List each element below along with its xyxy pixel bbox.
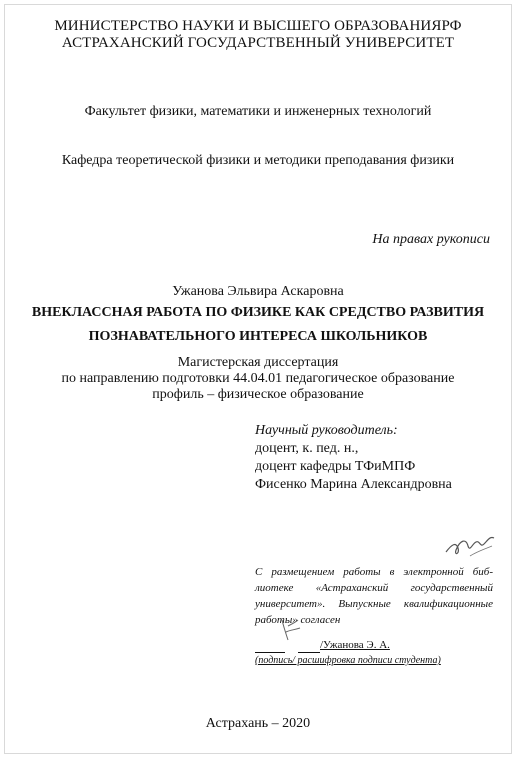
thesis-title-line-1: ВНЕКЛАССНАЯ РАБОТА ПО ФИЗИКЕ КАК СРЕДСТВО РАЗВИТИЯ	[31, 305, 485, 320]
signature-caption: (подпись/ расшифровка подписи студента)	[255, 655, 441, 666]
university-name: АСТРАХАНСКИЙ ГОСУДАРСТВЕННЫЙ УНИВЕРСИТЕТ	[61, 35, 455, 51]
signature-line-2	[298, 651, 320, 653]
department-name: Кафедра теоретической физики и методики преподавания физики	[61, 153, 455, 168]
signature-line	[255, 651, 285, 653]
supervisor-position: доцент кафедры ТФиМПФ	[255, 459, 416, 474]
supervisor-name: Фисенко Марина Александровна	[255, 477, 452, 492]
thesis-profile: профиль – физическое образование	[152, 387, 364, 402]
rights-note: На правах рукописи	[372, 232, 490, 247]
signature-decode: /Ужанова Э. А.	[320, 639, 390, 651]
student-signature-image	[278, 616, 304, 644]
supervisor-degree: доцент, к. пед. н.,	[255, 441, 359, 456]
consent-text: С размещением работы в электронной биб- лиотеке «Астраханский государственный университет». Выпускные квалификационные работы» согласен	[255, 566, 493, 626]
thesis-direction: по направлению подготовки 44.04.01 педагогическое образование	[61, 371, 455, 386]
thesis-title-line-2: ПОЗНАВАТЕЛЬНОГО ИНТЕРЕСА ШКОЛЬНИКОВ	[88, 329, 428, 344]
thesis-type: Магистерская диссертация	[177, 355, 339, 370]
faculty-name: Факультет физики, математики и инженерных технологий	[84, 104, 432, 119]
ministry-name: МИНИСТЕРСТВО НАУКИ И ВЫСШЕГО ОБРАЗОВАНИЯРФ	[54, 18, 462, 34]
city-year: Астрахань – 2020	[205, 716, 311, 731]
supervisor-signature-image	[442, 526, 502, 566]
supervisor-heading: Научный руководитель:	[255, 423, 398, 438]
author-name: Ужанова Эльвира Аскаровна	[172, 284, 344, 299]
